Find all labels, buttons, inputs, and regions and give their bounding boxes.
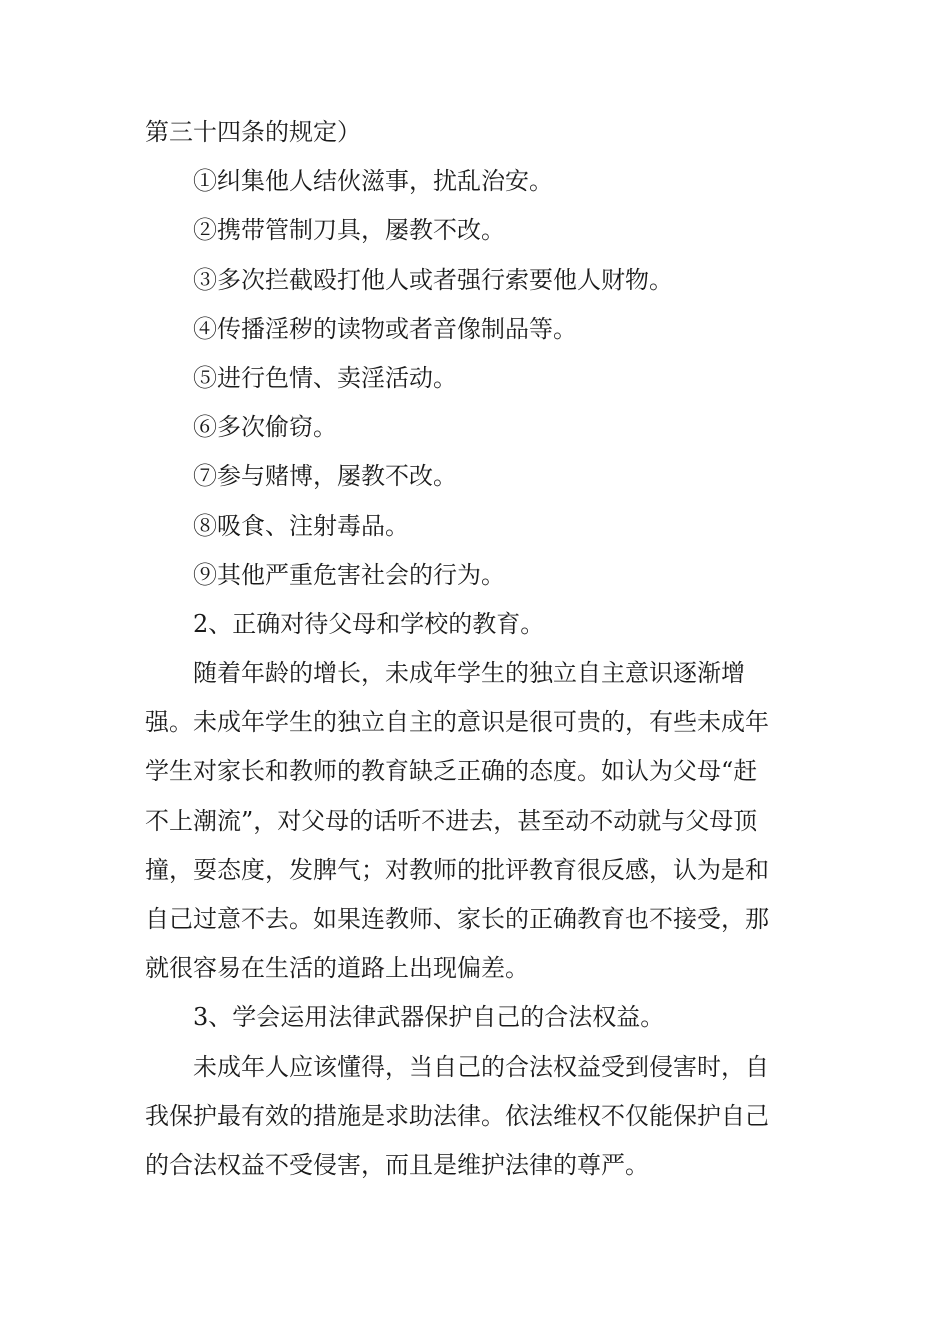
- list-item: ⑤进行色情、卖淫活动。: [193, 363, 457, 392]
- list-item: ②携带管制刀具，屡教不改。: [193, 216, 505, 245]
- document-body: [145, 108, 845, 1190]
- list-item: ④传播淫秽的读物或者音像制品等。: [193, 314, 577, 343]
- list-item: ①纠集他人结伙滋事，扰乱治安。: [193, 167, 553, 196]
- text-line: 我保护最有效的措施是求助法律。依法维权不仅能保护自己: [145, 1101, 769, 1130]
- text-line: 随着年龄的增长，未成年学生的独立自主意识逐渐增: [193, 659, 745, 688]
- text-line: 不上潮流”，对父母的话听不进去，甚至动不动就与父母顶: [145, 806, 758, 835]
- text-line: 撞，耍态度，发脾气；对教师的批评教育很反感，认为是和: [145, 855, 769, 884]
- text-line: 第三十四条的规定）: [145, 118, 361, 146]
- text-line: 强。未成年学生的独立自主的意识是很可贵的，有些未成年: [145, 708, 769, 737]
- text-line: 未成年人应该懂得，当自己的合法权益受到侵害时，自: [193, 1052, 769, 1081]
- section-heading: 3、学会运用法律武器保护自己的合法权益。: [193, 1003, 665, 1032]
- text-line: 学生对家长和教师的教育缺乏正确的态度。如认为父母“赶: [145, 757, 758, 786]
- list-item: ⑧吸食、注射毒品。: [193, 511, 409, 540]
- section-heading: 2、正确对待父母和学校的教育。: [193, 609, 545, 638]
- list-item: ⑦参与赌博，屡教不改。: [193, 462, 457, 491]
- text-line: 的合法权益不受侵害，而且是维护法律的尊严。: [145, 1150, 649, 1179]
- list-item: ③多次拦截殴打他人或者强行索要他人财物。: [193, 265, 673, 294]
- text-line: 就很容易在生活的道路上出现偏差。: [145, 954, 529, 983]
- list-item: ⑨其他严重危害社会的行为。: [193, 560, 505, 589]
- text-line: 自己过意不去。如果连教师、家长的正确教育也不接受，那: [145, 905, 769, 933]
- list-item: ⑥多次偷窃。: [193, 413, 337, 442]
